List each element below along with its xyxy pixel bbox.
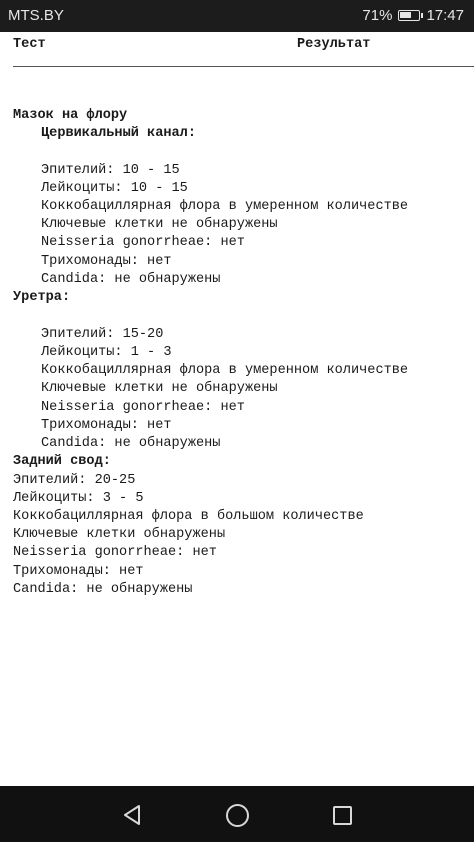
posterior-fornix-line: Ключевые клетки обнаружены [13, 527, 226, 542]
battery-percent: 71% [362, 7, 393, 24]
posterior-fornix-line: Трихомонады: нет [13, 564, 144, 579]
posterior-fornix-line: Neisseria gonorrheae: нет [13, 545, 217, 560]
urethra-line: Candida: не обнаружены [41, 436, 221, 451]
clock: 17:47 [426, 7, 464, 24]
urethra-line: Ключевые клетки не обнаружены [41, 381, 278, 396]
recent-square-icon[interactable] [327, 800, 357, 830]
back-triangle-icon[interactable] [117, 800, 147, 830]
cervical-line: Коккобациллярная флора в умеренном количестве [41, 199, 409, 214]
cervical-line: Эпителий: 10 - 15 [41, 163, 180, 178]
battery-icon [398, 10, 420, 21]
posterior-fornix-line: Candida: не обнаружены [13, 582, 193, 597]
status-indicators [362, 7, 464, 24]
posterior-fornix-line: Лейкоциты: 3 - 5 [13, 491, 144, 506]
cervical-line: Трихомонады: нет [41, 254, 172, 269]
cervical-section-title: Цервикальный канал: [41, 126, 196, 141]
recent-square-shape [333, 806, 352, 825]
cervical-line: Ключевые клетки не обнаружены [41, 217, 278, 232]
cervical-line: Лейкоциты: 10 - 15 [41, 181, 188, 196]
posterior-fornix-section-title: Задний свод: [13, 454, 111, 469]
column-header-test: Тест [13, 37, 46, 52]
column-header-result: Результат [297, 37, 371, 52]
posterior-fornix-line: Эпителий: 20-25 [13, 473, 136, 488]
document-view[interactable] [0, 32, 474, 786]
main-section-title: Мазок на флору [13, 108, 128, 123]
battery-level-fill [400, 12, 411, 18]
urethra-line: Эпителий: 15-20 [41, 327, 164, 342]
home-circle-icon[interactable] [222, 800, 252, 830]
urethra-line: Коккобациллярная флора в умеренном количестве [41, 363, 409, 378]
cervical-line: Candida: не обнаружены [41, 272, 221, 287]
header-divider [13, 66, 474, 67]
posterior-fornix-line: Коккобациллярная флора в большом количестве [13, 509, 364, 524]
urethra-section-title: Уретра: [13, 290, 71, 305]
navigation-bar [0, 786, 474, 842]
carrier-name: MTS.BY [8, 7, 64, 24]
urethra-line: Трихомонады: нет [41, 418, 172, 433]
status-bar [0, 0, 474, 32]
urethra-line: Лейкоциты: 1 - 3 [41, 345, 172, 360]
urethra-line: Neisseria gonorrheae: нет [41, 400, 245, 415]
cervical-line: Neisseria gonorrheae: нет [41, 235, 245, 250]
home-circle-shape [226, 804, 249, 827]
